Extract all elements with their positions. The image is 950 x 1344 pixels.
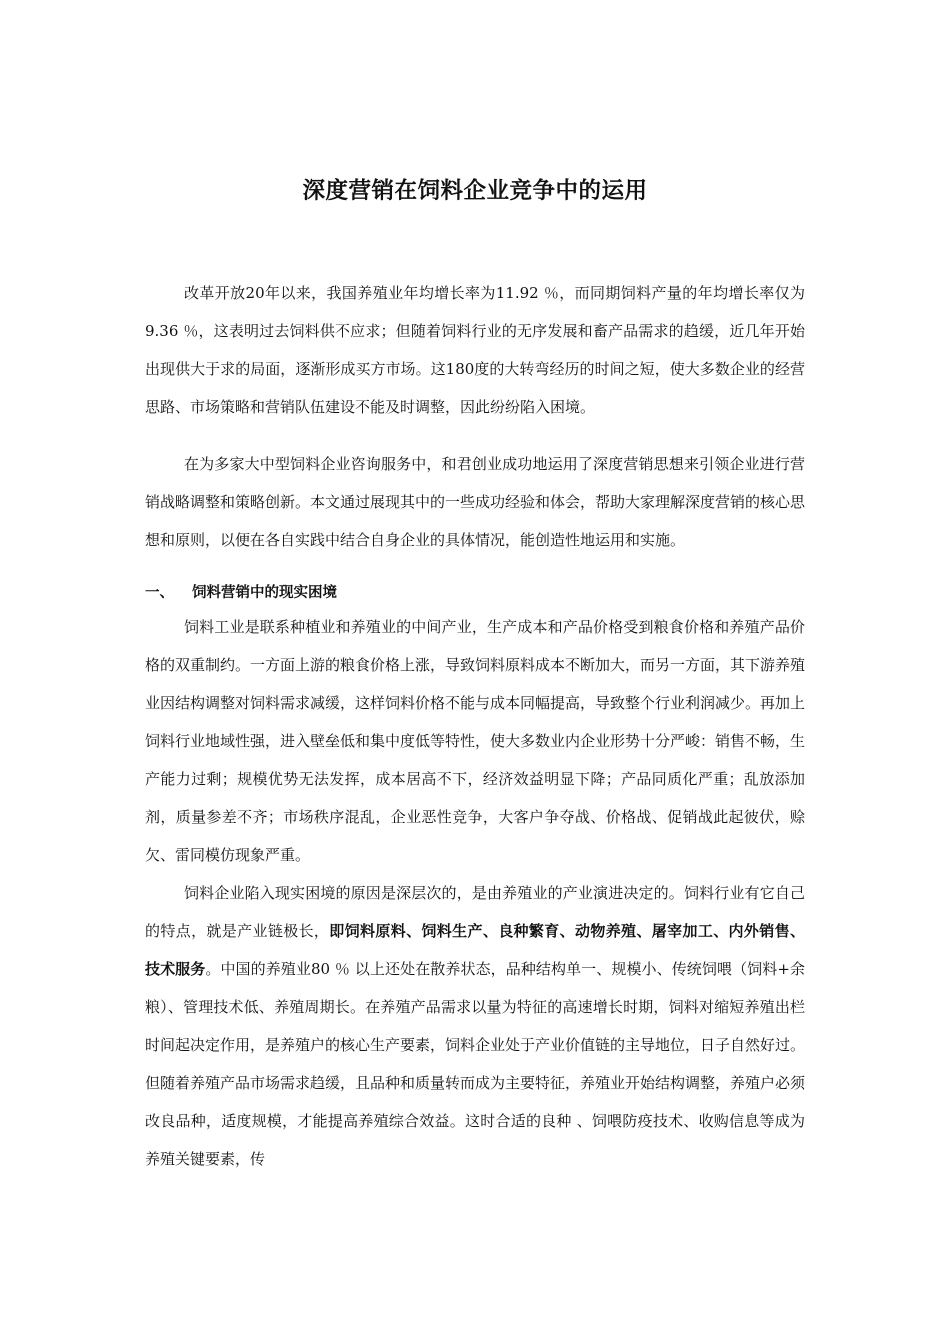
section-1-paragraph-2 [145,874,805,1178]
intro-paragraph-1: 改革开放20年以来，我国养殖业年均增长率为11.92 ％，而同期饲料产量的年均增长率仅为9.36 ％，这表明过去饲料供不应求；但随着饲料行业的无序发展和畜产品需求的趋缓，近几年开始出现供大于求的局面，逐渐形成买方市场。这180度的大转弯经历的时间之短，使大多数企业的经营思路、市场策略和营销队伍建设不能及时调整，因此纷纷陷入困境。 [145,284,805,416]
paragraph-2-text-before: 饲料企业陷入现实困境的原因是深层次的，是由养殖业的产业演进决定的。饲料行业有它自己的特点，就是产业链极长， [145,884,805,940]
section-1-paragraph-1: 饲料工业是联系种植业和养殖业的中间产业，生产成本和产品价格受到粮食价格和养殖产品价格的双重制约。一方面上游的粮食价格上涨，导致饲料原料成本不断加大，而另一方面，其下游养殖业因结构调整对饲料需求减缓，这样饲料价格不能与成本同幅提高，导致整个行业利润减少。再加上饲料行业地域性强，进入壁垒低和集中度低等特性，使大多数业内企业形势十分严峻：销售不畅，生产能力过剩；规模优势无法发挥，成本居高不下，经济效益明显下降；产品同质化严重；乱放添加剂，质量参差不齐；市场秩序混乱，企业恶性竞争，大客户争夺战、价格战、促销战此起彼伏，赊欠、雷同模仿现象严重。 [145,618,806,864]
section-1-heading [145,578,805,608]
paragraph-2-text-after: 。中国的养殖业80 ％ 以上还处在散养状态，品种结构单一、规模小、传统饲喂（饲料+余粮）、管理技术低、养殖周期长。在养殖产品需求以量为特征的高速增长时期，饲料对缩短养殖出栏时间起决定作用，是养殖户的核心生产要素，饲料企业处于产业价值链的主导地位，日子自然好过。但随着养殖产品市场需求趋缓，且品种和质量转而成为主要特征，养殖业开始结构调整，养殖户必须改良品种，适度规模，才能提高养殖综合效益。这时合适的良种 、饲喂防疫技术、收购信息等成为养殖关键要素，传 [145,960,806,1168]
section-1-number: 一、 [145,585,174,601]
industry-chain-emphasis: 即饲料原料、饲料生产、良种繁育、动物养殖、屠宰加工、内外销售、技术服务 [145,922,805,978]
intro-paragraph-2: 在为多家大中型饲料企业咨询服务中，和君创业成功地运用了深度营销思想来引领企业进行营销战略调整和策略创新。本文通过展现其中的一些成功经验和体会，帮助大家理解深度营销的核心思想和原则，以便在各自实践中结合自身企业的具体情况，能创造性地运用和实施。 [145,455,806,549]
document-title: 深度营销在饲料企业竞争中的运用 [302,178,648,204]
section-1-heading-text: 饲料营销中的现实困境 [192,585,337,601]
document-body [145,274,805,1178]
